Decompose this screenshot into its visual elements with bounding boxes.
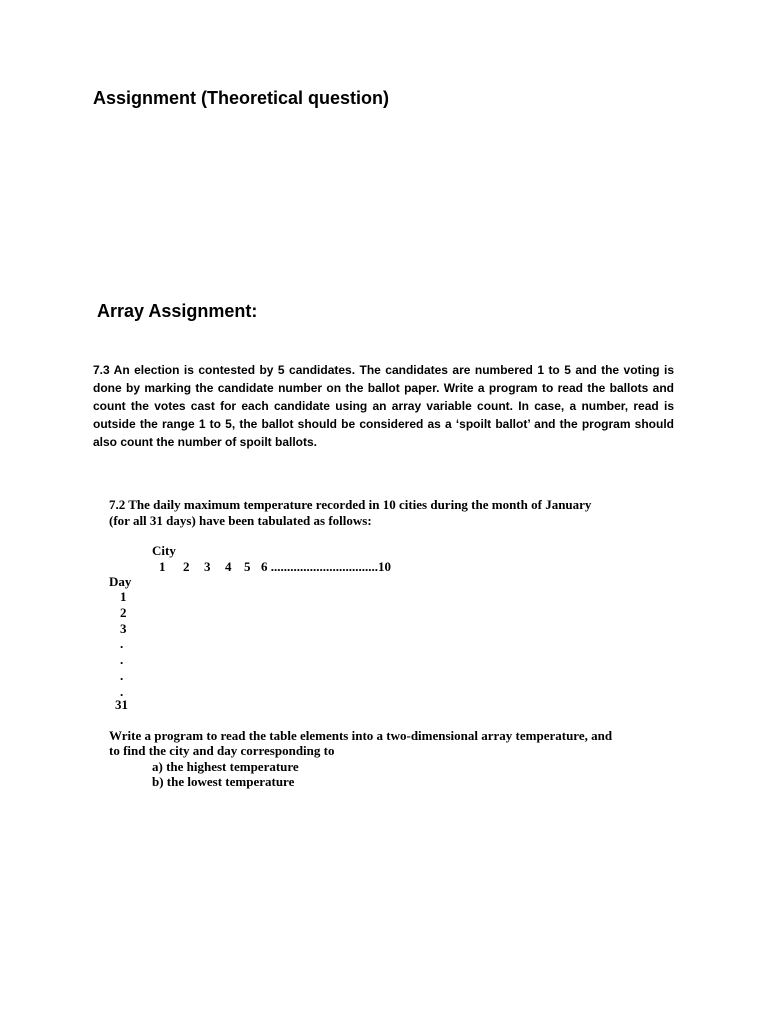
city-number: 4 [225,559,232,574]
q72-intro-line-1: 7.2 The daily maximum temperature recorded in 10 cities during the month of January [109,497,592,512]
city-number-range: 6 .................................10 [261,559,391,574]
q72-intro-line-2: (for all 31 days) have been tabulated as follows: [109,513,372,528]
day-row: 2 [120,605,127,620]
day-row: 31 [115,697,128,712]
q72-task-line-1: Write a program to read the table elements into a two-dimensional array temperature, and [109,728,613,743]
city-number: 2 [183,559,190,574]
section-heading: Array Assignment: [97,301,258,321]
q72-option-a: a) the highest temperature [152,759,299,774]
city-number: 3 [204,559,211,574]
day-label: Day [109,574,132,589]
day-row: 1 [120,589,127,604]
day-row-ellipsis: . [120,668,124,683]
day-row-ellipsis: . [120,652,124,667]
city-label: City [152,543,176,558]
q72-task-line-2: to find the city and day corresponding to [109,743,335,758]
city-number: 5 [244,559,251,574]
city-number: 1 [159,559,166,574]
day-row-ellipsis: . [120,684,124,699]
question-7-3: 7.3 An election is contested by 5 candidates. The candidates are numbered 1 to 5 and the voting is done by marking the candidate number on the ballot paper. Write a program to read the ballots and count the votes cast for each candidate using an array variable count. In case, a number, read is outside the range 1 to 5, the ballot should be considered as a ‘spoilt ballot’ and the program should also count the number of spoilt ballots. [93,363,674,449]
document-title: Assignment (Theoretical question) [93,88,390,108]
day-row-ellipsis: . [120,636,124,651]
day-row: 3 [120,621,127,636]
q72-option-b: b) the lowest temperature [152,774,295,789]
